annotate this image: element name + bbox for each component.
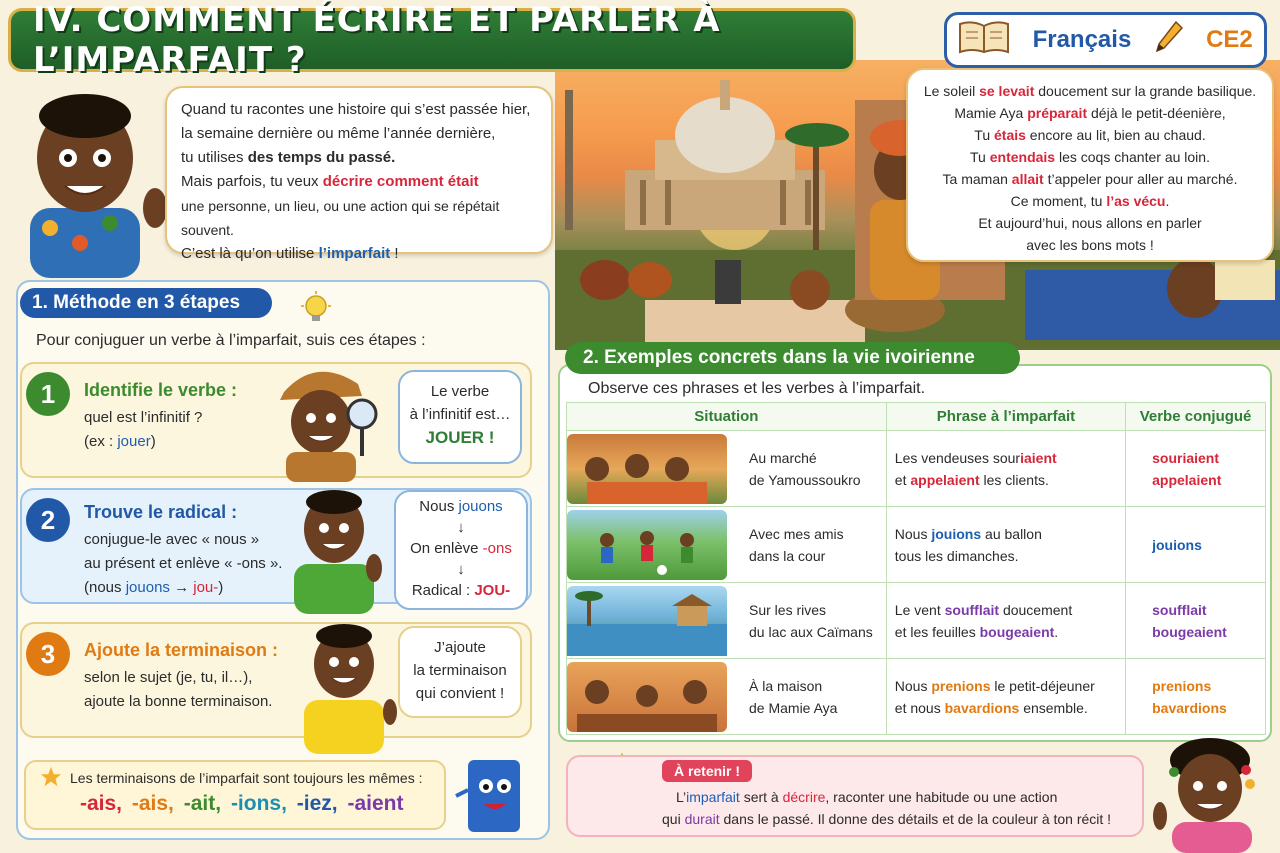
endings-intro: Les terminaisons de l’imparfait sont toujours les mêmes :: [70, 770, 423, 786]
table-row: [567, 583, 1266, 659]
open-book-icon: [958, 20, 1010, 61]
situation-cell: À la maison de Mamie Aya: [749, 677, 838, 716]
ending: -ait,: [183, 792, 222, 815]
lake-image: [567, 586, 727, 656]
examples-table-container: [566, 402, 1266, 735]
intro-line: Mais parfois, tu veux décrire comment était: [181, 173, 479, 190]
sentence-cell: Le vent soufflait doucement et les feuilles bougeaient.: [886, 583, 1125, 659]
step-2-text: conjugue-le avec « nous » au présent et enlève « -ons ». (nous jouons → jou-): [84, 531, 283, 596]
green-shirt-boy-illustration: [286, 484, 386, 619]
intro-line: Quand tu racontes une histoire qui s’est passée hier,: [181, 101, 531, 118]
situation-cell: Au marché de Yamoussoukro: [749, 449, 861, 488]
ending: -aient: [347, 792, 404, 815]
playground-image: [567, 510, 727, 580]
pencil-icon: [1154, 20, 1184, 61]
step-1-bubble: Le verbe à l’infinitif est… JOUER !: [398, 370, 522, 464]
girl-illustration: [1150, 730, 1270, 853]
story-line: Et aujourd’hui, nous allons en parler: [978, 215, 1202, 231]
table-row: [567, 507, 1266, 583]
page-title: IV. COMMENT ÉCRIRE ET PARLER À L’IMPARFAIT ?: [33, 0, 721, 80]
intro-line: tu utilises des temps du passé.: [181, 149, 396, 166]
yellow-shirt-boy-illustration: [298, 616, 398, 759]
level-label: CE2: [1206, 26, 1253, 53]
story-line: Tu étais encore au lit, bien au chaud.: [974, 127, 1206, 143]
story-line: Ta maman allait t’appeler pour aller au marché.: [942, 171, 1238, 187]
method-tab: 1. Méthode en 3 étapes: [20, 288, 272, 318]
column-header: Phrase à l’imparfait: [886, 403, 1125, 431]
verb-cell: jouions: [1126, 507, 1266, 583]
sentence-cell: Nous prenions le petit-déjeuner et nous bavardions ensemble.: [886, 659, 1125, 735]
ending: -iez,: [296, 792, 338, 815]
verb-cell: soufflait bougeaient: [1126, 583, 1266, 659]
market-image: [567, 434, 727, 504]
lightbulb-icon: [298, 290, 334, 331]
page-title-banner: [8, 0, 856, 80]
situation-cell: Sur les rives du lac aux Caïmans: [749, 601, 873, 640]
method-intro: Pour conjuguer un verbe à l’imparfait, suis ces étapes :: [36, 332, 426, 349]
step-3-bubble: J’ajoute la terminaison qui convient !: [398, 626, 522, 718]
table-header-row: [567, 403, 1266, 431]
retenir-text: L’imparfait sert à décrire, raconter une habitude ou une action qui durait dans le passé. Il donne des détails et de la couleur à ton récit !: [662, 789, 1112, 827]
endings-list: [80, 792, 403, 816]
intro-line: C’est là qu’on utilise l’imparfait !: [181, 245, 399, 262]
step-2-bubble: Nous jouons ↓ On enlève -ons ↓ Radical : JOU-: [394, 490, 528, 610]
step-3-number: 3: [26, 632, 70, 676]
table-row: [567, 659, 1266, 735]
step-2-heading: Trouve le radical :: [84, 502, 238, 522]
boy-illustration: [10, 78, 170, 278]
examples-table: [566, 402, 1266, 735]
column-header: Situation: [567, 403, 887, 431]
step-3-text: selon le sujet (je, tu, il…), ajoute la bonne terminaison.: [84, 669, 273, 710]
situation-cell: Avec mes amis dans la cour: [749, 525, 844, 564]
examples-intro: Observe ces phrases et les verbes à l’imparfait.: [588, 380, 926, 397]
subject-label: Français: [1032, 26, 1132, 53]
step-1-number: 1: [26, 372, 70, 416]
step-3-heading: Ajoute la terminaison :: [84, 640, 279, 660]
ending: -ais,: [80, 792, 123, 815]
ending: -ions,: [230, 792, 287, 815]
story-speech-bubble: [906, 68, 1274, 262]
intro-line: une personne, un lieu, ou une action qui se répétait souvent.: [181, 198, 500, 238]
intro-line: la semaine dernière ou même l’année dernière,: [181, 125, 496, 142]
step-2-number: 2: [26, 498, 70, 542]
table-row: [567, 431, 1266, 507]
verb-cell: souriaient appelaient: [1126, 431, 1266, 507]
star-icon: [40, 766, 62, 793]
story-line: Ce moment, tu l’as vécu.: [1010, 193, 1170, 209]
retenir-tag: À retenir !: [662, 760, 752, 782]
step-1-heading: Identifie le verbe :: [84, 380, 238, 400]
examples-tab: 2. Exemples concrets dans la vie ivoirienne: [565, 342, 1020, 374]
detective-boy-illustration: [266, 356, 386, 487]
story-line: Le soleil se levait doucement sur la grande basilique.: [923, 83, 1257, 99]
sentence-cell: Nous jouions au ballon tous les dimanches.: [886, 507, 1125, 583]
notebook-mascot-illustration: [454, 756, 532, 841]
verb-cell: prenions bavardions: [1126, 659, 1266, 735]
story-line: Mamie Aya préparait déjà le petit-déenière,: [954, 105, 1226, 121]
step-1-text: quel est l’infinitif ? (ex : jouer): [84, 409, 203, 450]
ending: -ais,: [131, 792, 174, 815]
story-line: Tu entendais les coqs chanter au loin.: [970, 149, 1210, 165]
family-meal-image: [567, 662, 727, 732]
intro-speech-bubble: [165, 86, 553, 262]
story-line: avec les bons mots !: [1026, 237, 1154, 253]
sentence-cell: Les vendeuses souriaient et appelaient les clients.: [886, 431, 1125, 507]
subject-badge: [944, 12, 1267, 68]
column-header: Verbe conjugué: [1126, 403, 1266, 431]
